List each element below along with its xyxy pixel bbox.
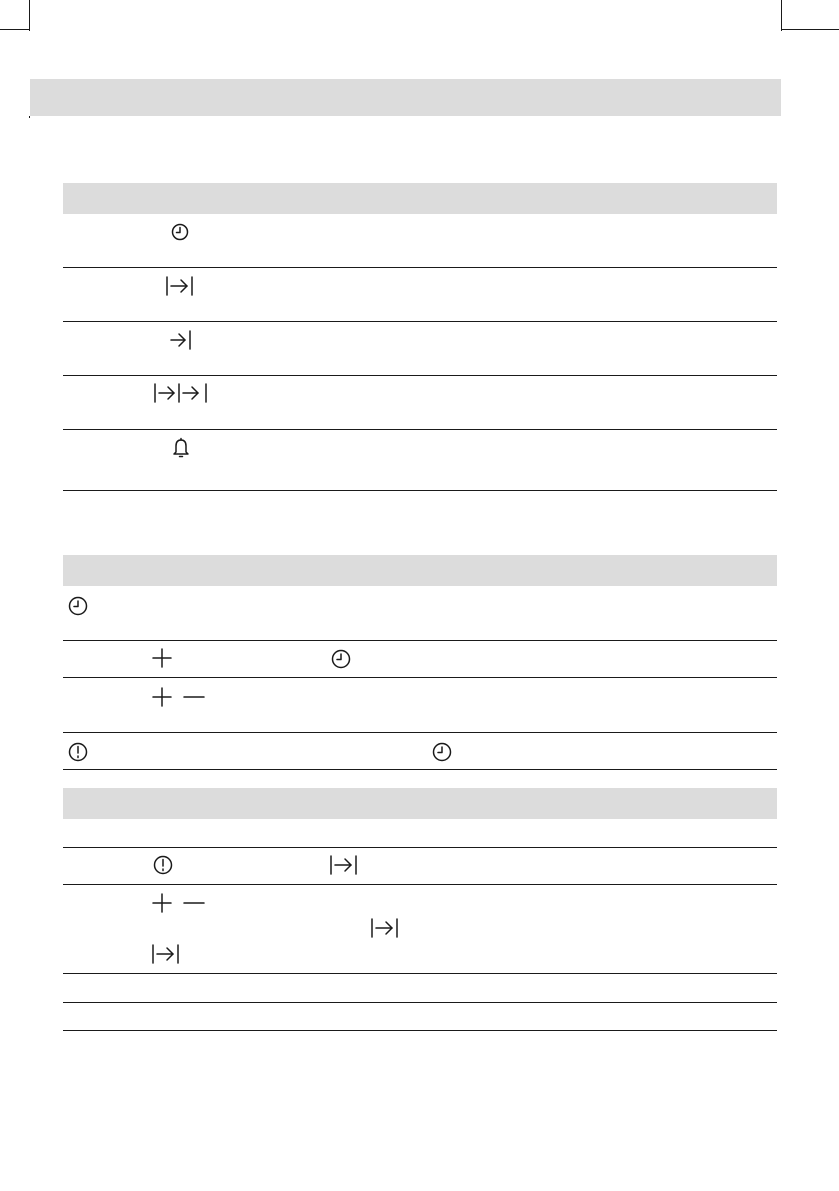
table-bottom-rule — [63, 490, 777, 491]
crop-mark-horizontal — [781, 29, 839, 30]
duration-icon — [166, 276, 194, 296]
clock-icon — [171, 223, 189, 241]
clock-icon — [68, 596, 88, 616]
table-row-divider — [63, 884, 777, 885]
time-delay-icon — [154, 383, 208, 403]
minus-icon — [183, 687, 205, 707]
table-row-divider — [63, 732, 777, 733]
duration-icon — [330, 855, 358, 875]
table-row-divider — [63, 1002, 777, 1003]
clock-set-icon — [153, 855, 173, 875]
table-row-divider — [63, 847, 777, 848]
clock-set-icon — [68, 742, 88, 762]
section-header-bar — [63, 555, 777, 586]
table-row-divider — [63, 375, 777, 376]
table-row-divider — [63, 973, 777, 974]
page-title-bar — [30, 79, 781, 116]
crop-mark-vertical — [29, 0, 30, 31]
plus-icon — [152, 687, 172, 707]
plus-icon — [152, 648, 172, 668]
crop-mark-horizontal — [0, 29, 30, 30]
section-header-bar — [63, 183, 777, 214]
table-row-divider — [63, 429, 777, 430]
end-time-icon — [170, 330, 192, 350]
table-row-divider — [63, 640, 777, 641]
table-bottom-rule — [63, 769, 777, 770]
bell-icon — [173, 438, 189, 458]
table-bottom-rule — [63, 1030, 777, 1031]
table-row-divider — [63, 321, 777, 322]
duration-icon — [371, 918, 399, 938]
crop-mark-vertical — [29, 116, 30, 118]
table-row-divider — [63, 677, 777, 678]
clock-icon — [331, 649, 351, 669]
minus-icon — [183, 893, 205, 913]
table-row-divider — [63, 267, 777, 268]
section-header-bar — [63, 788, 777, 819]
crop-mark-vertical — [781, 0, 782, 31]
plus-icon — [152, 893, 172, 913]
duration-icon — [152, 944, 180, 964]
clock-icon — [432, 742, 452, 762]
